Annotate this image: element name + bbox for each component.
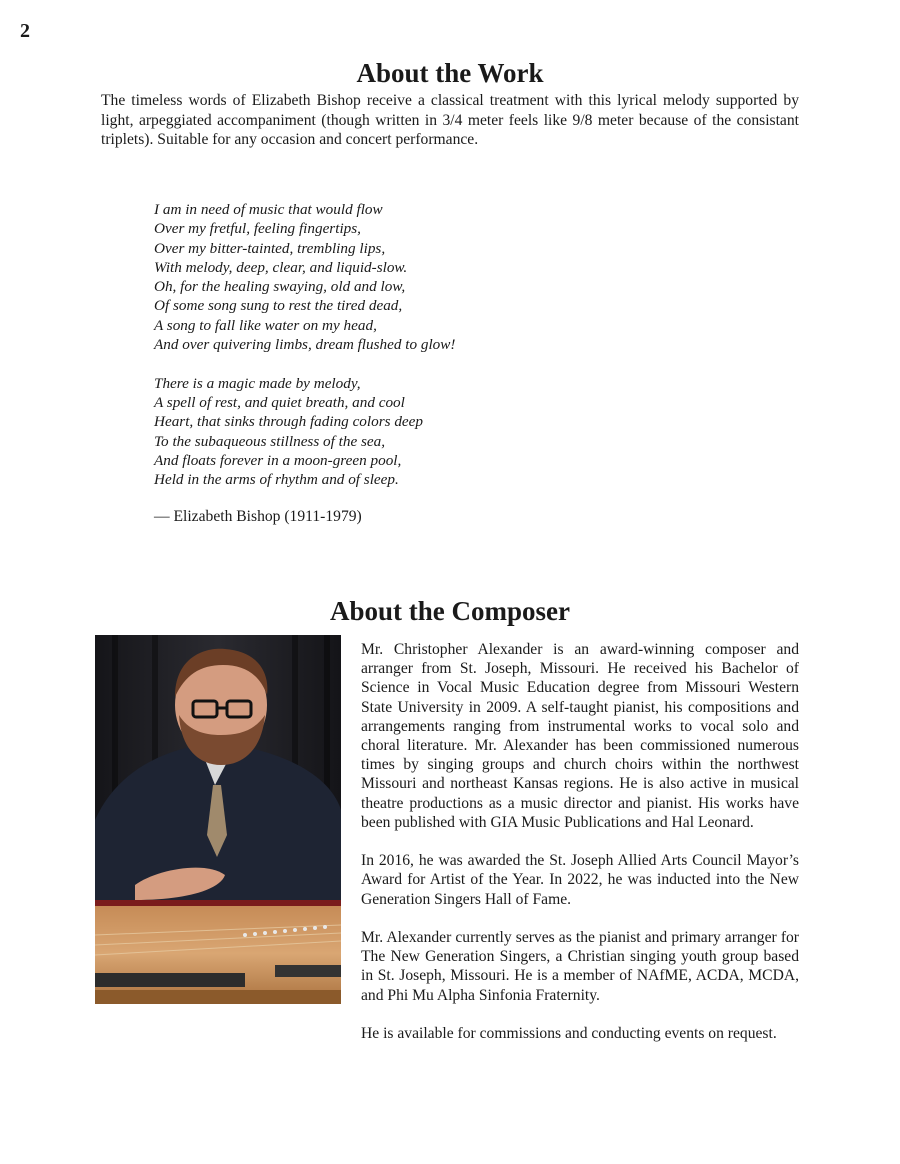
poem-line: Heart, that sinks through fading colors deep [154, 413, 423, 431]
poem-line: To the subaqueous stillness of the sea, [154, 432, 386, 450]
poem-line: Held in the arms of rhythm and of sleep. [154, 471, 399, 489]
poem-line: And over quivering limbs, dream flushed to glow! [154, 336, 456, 354]
poem-line: There is a magic made by melody, [154, 374, 361, 392]
page-number: 2 [20, 20, 30, 42]
composer-bio [361, 640, 799, 1062]
bio-paragraph: In 2016, he was awarded the St. Joseph Allied Arts Council Mayor’s Award for Artist of the Year. In 2022, he was inducted into the New Generation Singers Hall of Fame. [361, 852, 799, 908]
poem-line: A song to fall like water on my head, [154, 316, 377, 334]
bio-paragraph: Mr. Alexander currently serves as the pianist and primary arranger for The New Generation Singers, a Christian singing youth group based in St. Joseph, Missouri. He is a member of NAfME, ACDA, MCDA, and Phi Mu Alpha Sinfonia Fraternity. [361, 929, 799, 1004]
poem-line: I am in need of music that would flow [154, 201, 383, 218]
poem-line: Over my bitter-tainted, trembling lips, [154, 239, 386, 257]
composer-photo [95, 635, 341, 1004]
stanza-break [154, 354, 654, 373]
poem-line: Oh, for the healing swaying, old and low, [154, 278, 406, 296]
poem-line: With melody, deep, clear, and liquid-slow. [154, 258, 408, 276]
poem-attribution: — Elizabeth Bishop (1911-1979) [154, 508, 362, 525]
poem-line: A spell of rest, and quiet breath, and cool [154, 393, 405, 411]
bio-paragraph: He is available for commissions and conducting events on request. [361, 1025, 777, 1043]
poem [154, 200, 654, 489]
work-description: The timeless words of Elizabeth Bishop receive a classical treatment with this lyrical melody supported by light, arpeggiated accompaniment (though written in 3/4 meter feels like 9/8 meter because of the consistant triplets). Suitable for any occasion and concert performance. [101, 92, 799, 148]
poem-line: And floats forever in a moon-green pool, [154, 451, 402, 469]
about-composer-title: About the Composer [330, 596, 570, 626]
bio-paragraph: Mr. Christopher Alexander is an award-winning composer and arranger from St. Joseph, Missouri. He received his Bachelor of Science in Vocal Music Education degree from Missouri Western State University in 2009. A self-taught pianist, his compositions and arrangements ranging from instrumental works to vocal solo and choral literature. Mr. Alexander has been commissioned numerous times by singing groups and church choirs within the northwest Missouri and northeast Kansas regions. He is also active in musical theatre productions as a music director and pianist. His works have been published with GIA Music Publications and Hal Leonard. [361, 641, 799, 831]
poem-line: Over my fretful, feeling fingertips, [154, 220, 361, 238]
poem-line: Of some song sung to rest the tired dead, [154, 297, 403, 315]
about-work-title: About the Work [356, 58, 544, 88]
